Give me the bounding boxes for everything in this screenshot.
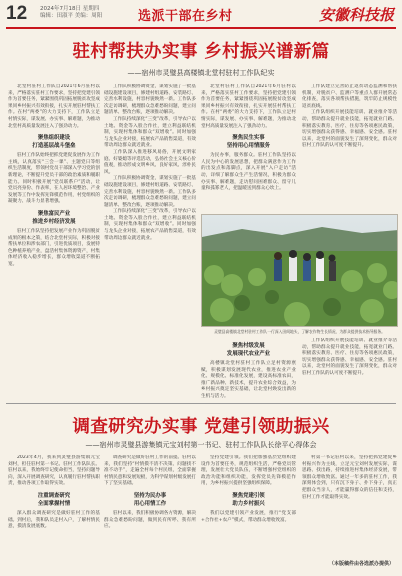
article1-column-5 <box>201 338 296 400</box>
article2-subheadline: ——宿州市灵璧县游集镇元宝刘村第一书记、驻村工作队队长徐平心得体会 <box>85 441 317 449</box>
article1-paragraph: 工作队积极协调资金，谋划实施了一批基础设施建设项目，修建村组道路、安装路灯、完善水利设施，村容村貌焕然一新。工作队多次走访调研，梳理群众急难愁盼问题，建立问题清单、整改台账，逐项推动解决。 <box>104 84 196 116</box>
article1-paragraph: 工作队组织开展技能培训、就业推介等活动，帮助群众提升就业技能，拓宽就业门路。积极落实教育、医疗、住房等各项惠民政策，切实增强群众获得感、幸福感、安全感。驻村以来，北堂村的面貌发生了深刻变化，群众对驻村工作队的认可度不断提升。 <box>302 338 397 376</box>
article2-paragraph: 驻村以来，我们积极协调各方资源，解决群众急难愁盼问题，做到民有所呼、我有所应。 <box>104 510 196 530</box>
article1-column-3 <box>201 84 296 212</box>
article1-subhead: 聚焦村级发展 发展现代农业产业 <box>226 343 271 357</box>
article1-subhead: 聚焦富民产业 推进乡村经济发展 <box>32 210 76 225</box>
section-title: 选派干部在乡村 <box>138 9 233 24</box>
article1-subhead: 聚焦组织建设 打造基层战斗堡垒 <box>32 135 76 150</box>
photo-caption: 灵璧县高楼镇北堂村驻村工作队一行深入田间地头，了解农作物生长情况，为群众提供技术指导服务。 <box>214 329 385 334</box>
article1-paragraph: 北堂村驻村工作队自2021年6月驻村以来，严格落实驻村工作要求，坚持把党建引领作为首要任务，紧紧围绕巩固拓展脱贫攻坚成果同乡村振兴有效衔接，扎实开展驻村帮扶工作。在村“两委”的大力支持下，工作队立足村情实际，谋发展、办实事、解难题，为推动北堂村高质量发展注入了强劲动力。 <box>201 84 296 129</box>
article1-paragraph: 工作队组织开展技能培训、就业推介等活动，帮助群众提升就业技能，拓宽就业门路。积极落实教育、医疗、住房等各项惠民政策，切实增强群众获得感、幸福感、安全感。驻村以来，北堂村的面貌发生了深刻变化，群众对驻村工作队的认可度不断提升。 <box>302 110 397 149</box>
article2-headline: 调查研究办实事 党建引领助振兴 <box>72 417 330 437</box>
article2-paragraph: 村第一书记驻村以来，坚持把抓党建促乡村振兴作为主线，立足元宝刘村发展实际，谋思路、找出路，持续推进村集体经济发展，带领群众增收致富。通过一年多的驻村工作，我深刻体会到，只有沉下身子、扑下身子，真正把群众当亲人，才能赢得群众的信任和支持，驻村工作才能取得实效。 <box>302 455 397 500</box>
article1-paragraph: 北堂村驻村工作队自2021年6月驻村以来，严格落实驻村工作要求，坚持把党建引领作为首要任务，紧紧围绕巩固拓展脱贫攻坚成果同乡村振兴有效衔接，扎实开展驻村帮扶工作。在村“两委”的大力支持下，工作队立足村情实际，谋发展、办实事、解难题，为推动北堂村高质量发展注入了强劲动力。 <box>8 84 100 129</box>
article1-paragraph: 驻村工作队坚持把发展产业作为巩固脱贫成果的根本之策，结合北堂村实际，积极对接帮扶单位和涉农部门，引进优质项目，发展特色种植养殖产业，盘活村集体资源资产，村集体经济收入稳步增长，群众增收渠道不断拓宽。 <box>8 228 100 267</box>
article2-column-3 <box>201 455 296 571</box>
article1-paragraph: 驻村工作队始终把抓党建促发展作为工作主线，认真落实“三会一课”、主题党日等组织生活制度，带领村党员干部深入学习党的创新理论，不断提升党员干部的政治素质和履职能力。同时积极开展“党员联系户”活动，让党员亮身份、作表率，在人居环境整治、产业发展等工作中发挥先锋模范作用，村党组织的凝聚力、战斗力显著增强。 <box>8 153 100 205</box>
article1-paragraph: 工作队持续深化“三变”改革，引导农户以土地、资金等入股合作社，建立利益联结机制，实现村集体和群众“双增收”。同时加强与龙头企业对接，拓展农产品销售渠道，有效带动周边群众就近就业。 <box>104 209 196 241</box>
article1-paragraph: 工作队建立完善防止返贫动态监测和帮扶机制，对脱贫户、监测户等重点人群开展常态化排查，落实各项帮扶措施，筑牢防止规模性返贫底线。 <box>302 84 397 109</box>
article2-subhead: 坚持为民办事 用心用情工作 <box>133 492 167 507</box>
article2-column-2 <box>104 455 196 571</box>
page-number: 12 <box>6 3 28 24</box>
article2-paragraph: 调查研究是做好驻村工作的前提。驻村以来，我们坚持“村情摸不清不决策、问题找不准不动手”，走遍全村每个村民组，全面掌握村情民意和发展短板，为科学谋划村级发展打下了坚实基础。 <box>104 455 196 487</box>
article2-subhead: 注重调查研究 全面掌握村情 <box>37 492 71 507</box>
article1-paragraph: 高楼镇北堂村驻村工作队立足村资源禀赋，积极谋划发展现代农业，推进农业产业化、规模化、标准化发展，建设高标准农田，推广新品种、新技术，提升农业综合效益，为乡村振兴奠定坚实基础，让北堂村焕发出新的生机与活力。 <box>201 361 296 399</box>
page-header <box>6 4 396 26</box>
article1-subhead: 聚焦民生实事 坚持用心用情服务 <box>226 135 271 150</box>
field-visit-photo <box>201 214 398 327</box>
source-credit: （本版稿件由各选派办提供） <box>328 561 394 567</box>
newspaper-logo: 安徽科技报 <box>318 6 394 24</box>
header-rule <box>6 27 396 29</box>
article2-paragraph: 我们以党建引领产业发展，推行“党支部+合作社+农户”模式，带动群众增收致富。 <box>201 510 296 523</box>
article2-column-4 <box>302 455 397 557</box>
article1-paragraph: 为民办事，服务群众。驻村工作队坚持以人民为中心的发展思想，把群众满意作为工作的出发点和落脚点，深入开展“入户走访”活动，详细了解群众生产生活情况，积极为群众办实事、解难题，走访慰问困难群众、留守儿童和孤寡老人，把温暖送到群众心坎上。 <box>201 153 296 192</box>
article1-paragraph: 工作队深入推进移风易俗，开展文明家庭、好婆媳等评选活动，弘扬社会主义核心价值观，推动形成文明乡风、良好家风、淳朴民风。 <box>104 149 196 175</box>
article2-paragraph: 深入群众调查研究是做好驻村工作的基础。到村后，我和队员走村入户，了解村情民意，摸清发展底数。 <box>8 510 100 530</box>
issue-date: 2024年7月18日 星期四 <box>40 6 100 12</box>
field-visit-illustration <box>202 215 398 327</box>
article1-column-2 <box>104 84 196 400</box>
article2-paragraph: 2023年4月，我来到灵璧县游集镇元宝刘村，担任驻村第一书记、驻村工作队队长。驻村以来，我始终牢记使命担当，坚持问题导向，深入开展调查研究，认真履行驻村帮扶职责，推动各项工作取得实效。 <box>8 455 100 487</box>
article1-column-1 <box>8 84 100 400</box>
article2-column-1 <box>8 455 100 571</box>
article1-paragraph: 工作队持续深化“三变”改革，引导农户以土地、资金等入股合作社，建立利益联结机制，实现村集体和群众“双增收”。同时加强与龙头企业对接，拓展农产品销售渠道，有效带动周边群众就近就业。 <box>104 116 196 149</box>
article1-subheadline: ——宿州市灵璧县高楼镇北堂村驻村工作队纪实 <box>127 69 275 77</box>
article1-headline: 驻村帮扶办实事 乡村振兴谱新篇 <box>72 42 330 62</box>
article1-column-6 <box>302 338 397 400</box>
editor-credit: 编辑：田淑平 美编：周阳 <box>40 13 103 19</box>
article-divider <box>6 403 396 404</box>
article2-paragraph: 坚持党建引领。我们把加强基层党组织建设作为首要任务，规范组织生活，严格党员管理，发展壮大党员队伍，不断增强村党组织的政治功能和组织功能，发挥党员先锋模范作用，为乡村振兴提供坚强组织保障。 <box>201 455 296 487</box>
issue-meta <box>40 6 110 20</box>
article2-subhead: 聚焦党建引领 助力乡村振兴 <box>232 492 265 507</box>
article1-column-4 <box>302 84 397 212</box>
article1-paragraph: 工作队积极协调资金，谋划实施了一批基础设施建设项目，修建村组道路、安装路灯、完善水利设施，村容村貌焕然一新。工作队多次走访调研，梳理群众急难愁盼问题，建立问题清单、整改台账，逐项推动解决。 <box>104 176 196 208</box>
